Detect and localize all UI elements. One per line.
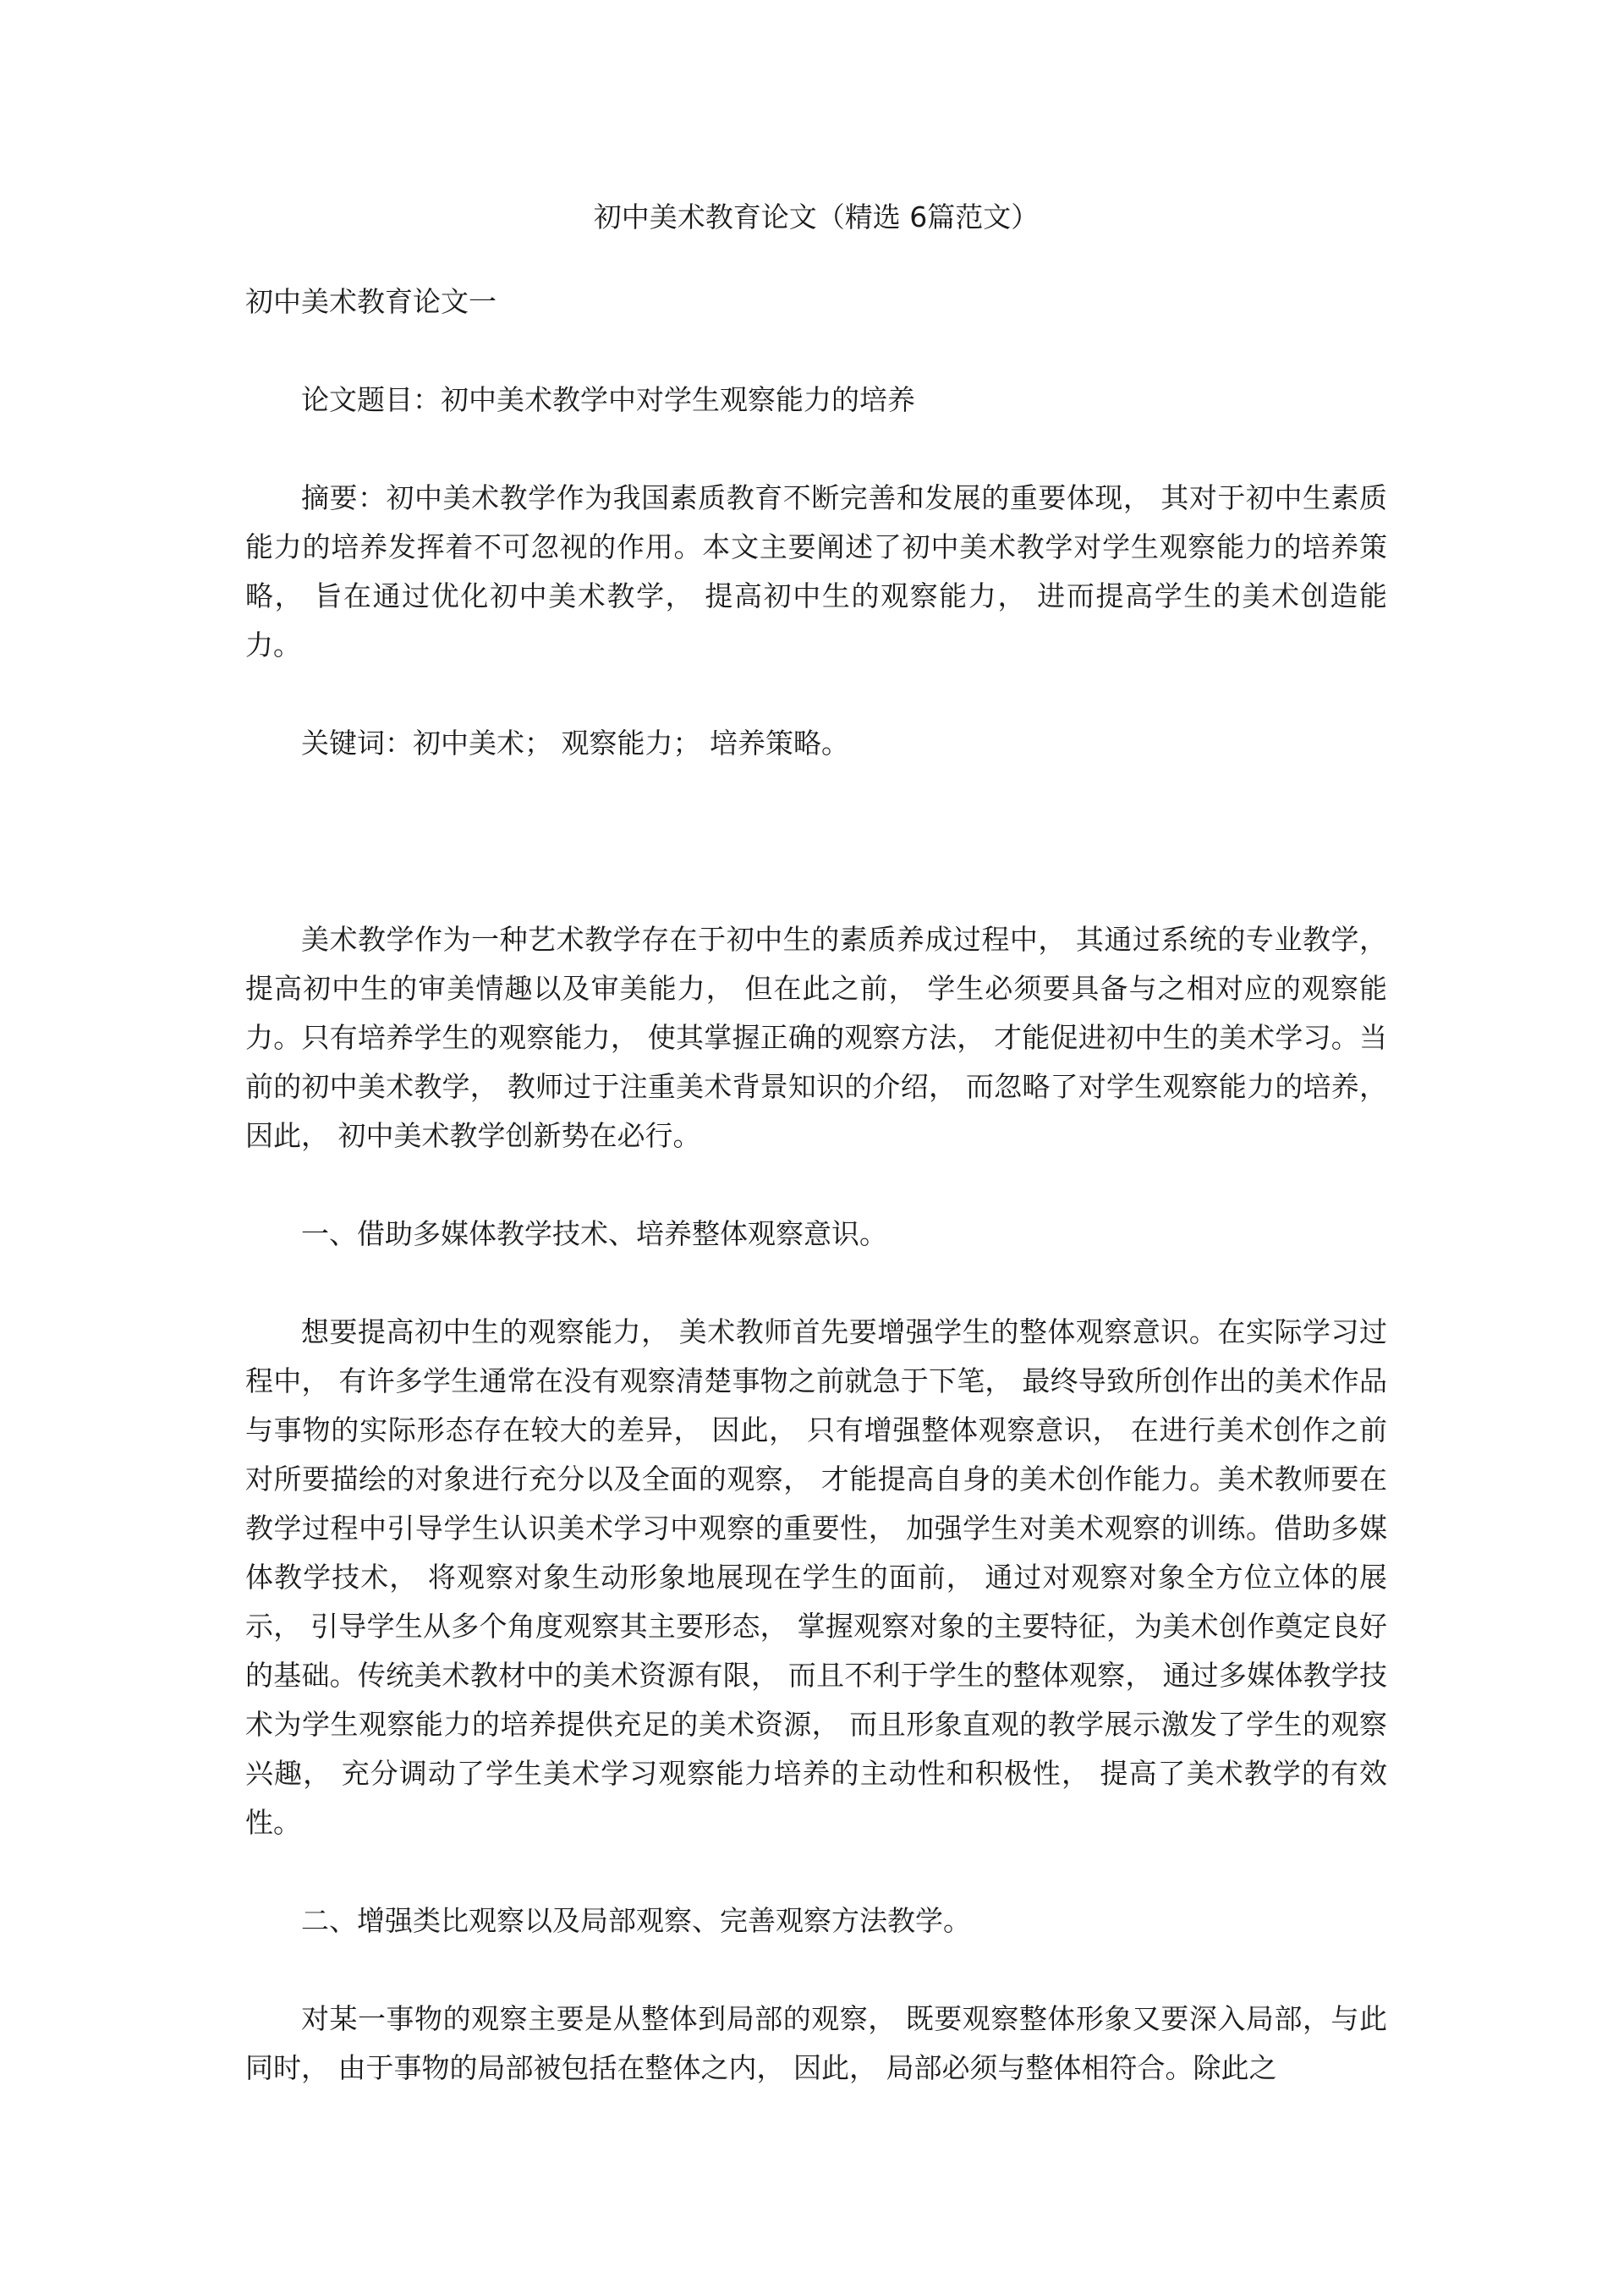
heading-one: 一、借助多媒体教学技术、培养整体观察意识。: [301, 1217, 887, 1250]
paragraph-two: 对某一事物的观察主要是从整体到局部的观察， 既要观察整体形象又要深入局部，与此同时， 由于事物的局部被包括在整体之内， 因此， 局部必须与整体相符合。除此之: [245, 2002, 1387, 2084]
document-body: [245, 193, 1387, 2093]
intro-paragraph: 美术教学作为一种艺术教学存在于初中生的素质养成过程中， 其通过系统的专业教学，提高初中生的审美情趣以及审美能力， 但在此之前， 学生必须要具备与之相对应的观察能力。只有培养学生的观察能力， 使其掌握正确的观察方法， 才能促进初中生的美术学习。当前的初中美术教学， 教师过于注重美术背景知识的介绍， 而忽略了对学生观察能力的培养， 因此， 初中美术教学创新势在必行。: [245, 923, 1387, 1152]
blank-space: [245, 817, 1387, 915]
paper-title: 论文题目：初中美术教学中对学生观察能力的培养: [301, 383, 915, 416]
section-heading: 初中美术教育论文一: [245, 285, 497, 318]
heading-two: 二、增强类比观察以及局部观察、完善观察方法教学。: [301, 1904, 971, 1937]
paragraph-one: 想要提高初中生的观察能力， 美术教师首先要增强学生的整体观察意识。在实际学习过程中， 有许多学生通常在没有观察清楚事物之前就急于下笔， 最终导致所创作出的美术作品与事物的实际形态存在较大的差异， 因此， 只有增强整体观察意识， 在进行美术创作之前对所要描绘的对象进行充分以及全面的观察， 才能提高自身的美术创作能力。美术教师要在教学过程中引导学生认识美术学习中观察的重要性， 加强学生对美术观察的训练。借助多媒体教学技术， 将观察对象生动形象地展现在学生的面前， 通过对观察对象全方位立体的展示， 引导学生从多个角度观察其主要形态， 掌握观察对象的主要特征，为美术创作奠定良好的基础。传统美术教材中的美术资源有限， 而且不利于学生的整体观察， 通过多媒体教学技术为学生观察能力的培养提供充足的美术资源， 而且形象直观的教学展示激发了学生的观察兴趣， 充分调动了学生美术学习观察能力培养的主动性和积极性， 提高了美术教学的有效性。: [245, 1315, 1387, 1839]
document-title: 初中美术教育论文（精选 6篇范文）: [593, 200, 1040, 233]
abstract-paragraph: 摘要：初中美术教学作为我国素质教育不断完善和发展的重要体现， 其对于初中生素质能力的培养发挥着不可忽视的作用。本文主要阐述了初中美术教学对学生观察能力的培养策略， 旨在通过优化初中美术教学， 提高初中生的观察能力， 进而提高学生的美术创造能力。: [245, 481, 1387, 661]
keywords-line: 关键词：初中美术； 观察能力； 培养策略。: [301, 727, 849, 760]
